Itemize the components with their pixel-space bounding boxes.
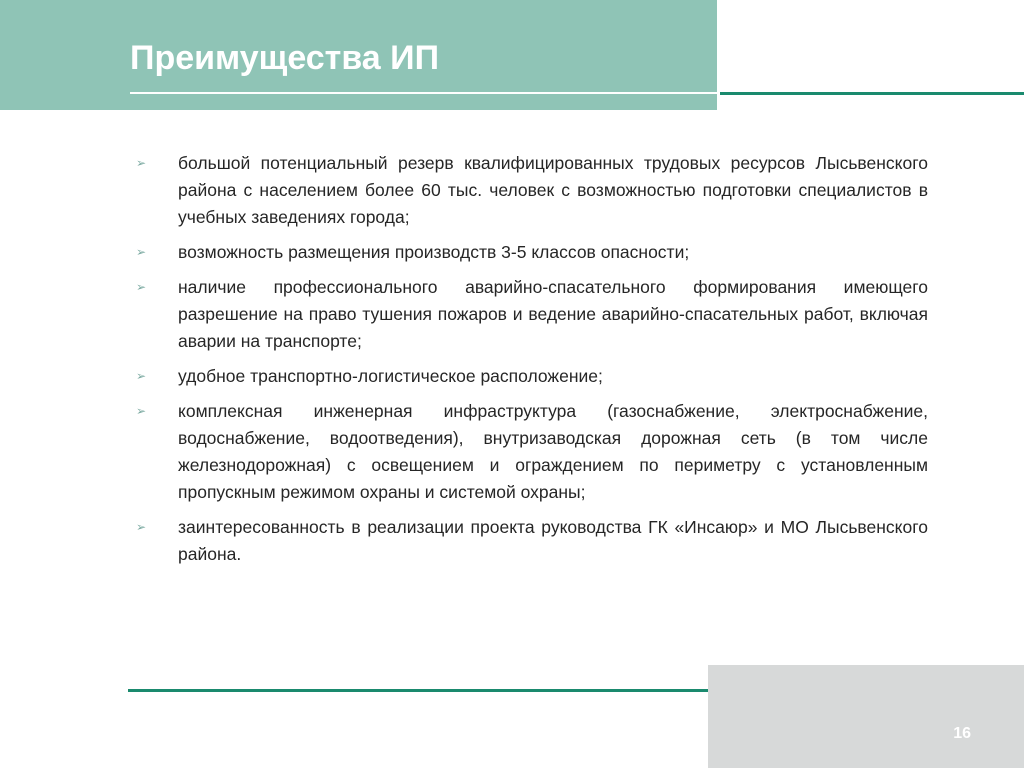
bullet-list — [136, 150, 928, 576]
bullet-item — [136, 274, 928, 355]
bullet-item — [136, 398, 928, 506]
bullet-text: возможность размещения производств 3-5 классов опасности; — [178, 242, 690, 262]
arrow-bullet-icon: ➢ — [136, 245, 147, 259]
page-number: 16 — [953, 725, 971, 742]
arrow-bullet-icon: ➢ — [136, 156, 147, 170]
bullet-item — [136, 150, 928, 231]
bullet-text: наличие профессионального аварийно-спасательного формирования имеющего разрешение на право тушения пожаров и ведение аварийно-спасательных работ, включая аварии на транспорте; — [178, 277, 928, 351]
bottom-rule — [128, 689, 708, 692]
bullet-text: комплексная инженерная инфраструктура (газоснабжение, электроснабжение, водоснабжение, водоотведения), внутризаводская дорожная сеть (в том числе железнодорожная) с освещением и ограждением по периметру с установленным пропускным режимом охраны и системой охраны; — [178, 401, 928, 502]
title-underline — [130, 92, 717, 94]
page-number-box — [708, 665, 1024, 768]
arrow-bullet-icon: ➢ — [136, 404, 147, 418]
bullet-text: большой потенциальный резерв квалифицированных трудовых ресурсов Лысьвенского района с населением более 60 тыс. человек с возможностью подготовки специалистов в учебных заведениях города; — [178, 153, 928, 227]
title-rule-right — [720, 92, 1024, 95]
slide-title: Преимущества ИП — [130, 39, 440, 77]
arrow-bullet-icon: ➢ — [136, 369, 147, 383]
bullet-item — [136, 514, 928, 568]
arrow-bullet-icon: ➢ — [136, 280, 147, 294]
bullet-item — [136, 363, 928, 390]
bullet-text: заинтересованность в реализации проекта руководства ГК «Инсаюр» и МО Лысьвенского района. — [178, 517, 928, 564]
arrow-bullet-icon: ➢ — [136, 520, 147, 534]
bullet-text: удобное транспортно-логистическое расположение; — [178, 366, 603, 386]
bullet-item — [136, 239, 928, 266]
